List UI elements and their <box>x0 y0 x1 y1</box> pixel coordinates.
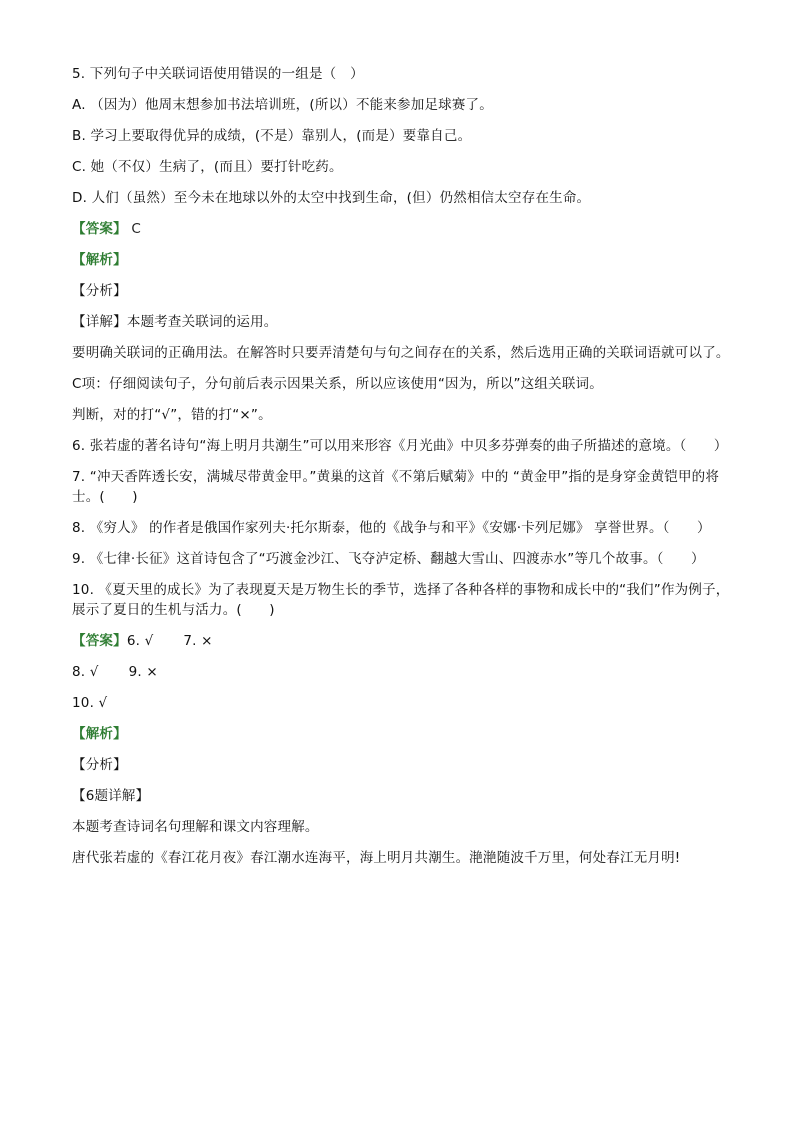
answer-10: 10. √ <box>72 695 108 711</box>
judge-answer-line-3 <box>72 693 732 724</box>
answer-tag: 【答案】 <box>72 221 127 237</box>
detail-line <box>72 312 732 343</box>
q6-poem: 唐代张若虚的《春江花月夜》春江潮水连海平，海上明月共潮生。滟滟随波千万里，何处春江无月明! <box>72 850 681 866</box>
explanation-c: C项：仔细阅读句子，分句前后表示因果关系，所以应该使用“因为，所以”这组关联词。 <box>72 376 603 392</box>
judge-item-8: 8. 《穷人》 的作者是俄国作家列夫·托尔斯泰，他的《战争与和平》《安娜·卡列尼娜》 享誉世界。（ ） <box>72 520 711 536</box>
detail-tag: 【详解】 <box>72 314 127 330</box>
detail-text: 本题考查关联词的运用。 <box>126 314 278 330</box>
judge-item-10: 10. 《夏天里的成长》为了表现夏天是万物生长的季节，选择了各种各样的事物和成长中的“我们”作为例子，展示了夏日的生机与活力。( ) <box>72 582 730 618</box>
analysis-tag: 【解析】 <box>72 252 127 268</box>
option-a: A. （因为）他周末想参加书法培训班，(所以）不能来参加足球赛了。 <box>72 97 493 113</box>
q6-detail-text: 本题考查诗词名句理解和课文内容理解。 <box>72 819 319 835</box>
answer-7: 7. × <box>183 633 213 649</box>
judge-item-7: 7. “冲天香阵透长安，满城尽带黄金甲。”黄巢的这首《不第后赋菊》中的 “黄金甲”指的是身穿金黄铠甲的将士。( ) <box>72 469 720 505</box>
document-page <box>72 64 732 879</box>
answer-5-line <box>72 219 732 250</box>
judge-instruction: 判断，对的打“√”，错的打“×”。 <box>72 407 272 423</box>
answer-9: 9. × <box>128 664 158 680</box>
explanation-paragraph: 要明确关联词的正确用法。在解答时只要弄清楚句与句之间存在的关系，然后选用正确的关联词语就可以了。 <box>72 345 730 361</box>
q6-detail-tag: 【6题详解】 <box>72 788 150 804</box>
option-c: C. 她（不仅）生病了，(而且）要打针吃药。 <box>72 159 343 175</box>
judge-answer-tag: 【答案】 <box>72 633 127 649</box>
judge-fenxi-tag: 【分析】 <box>72 757 127 773</box>
judge-answer-line-1 <box>72 631 732 662</box>
option-d: D. 人们（虽然）至今未在地球以外的太空中找到生命，(但）仍然相信太空存在生命。 <box>72 190 591 206</box>
judge-answer-line-2 <box>72 662 732 693</box>
answer-value: C <box>131 221 141 237</box>
answer-8: 8. √ <box>72 664 99 680</box>
judge-item-9: 9. 《七律·长征》这首诗包含了“巧渡金沙江、飞夺泸定桥、翻越大雪山、四渡赤水”等几个故事。（ ） <box>72 551 705 567</box>
question-5-stem: 5. 下列句子中关联词语使用错误的一组是（ ） <box>72 66 364 82</box>
answer-6: 6. √ <box>126 633 154 649</box>
option-b: B. 学习上要取得优异的成绩，(不是）靠别人，(而是）要靠自己。 <box>72 128 472 144</box>
fenxi-tag: 【分析】 <box>72 283 127 299</box>
judge-analysis-tag: 【解析】 <box>72 726 127 742</box>
judge-item-6: 6. 张若虚的著名诗句“海上明月共潮生”可以用来形容《月光曲》中贝多芬弹奏的曲子所描述的意境。（ ） <box>72 438 728 454</box>
